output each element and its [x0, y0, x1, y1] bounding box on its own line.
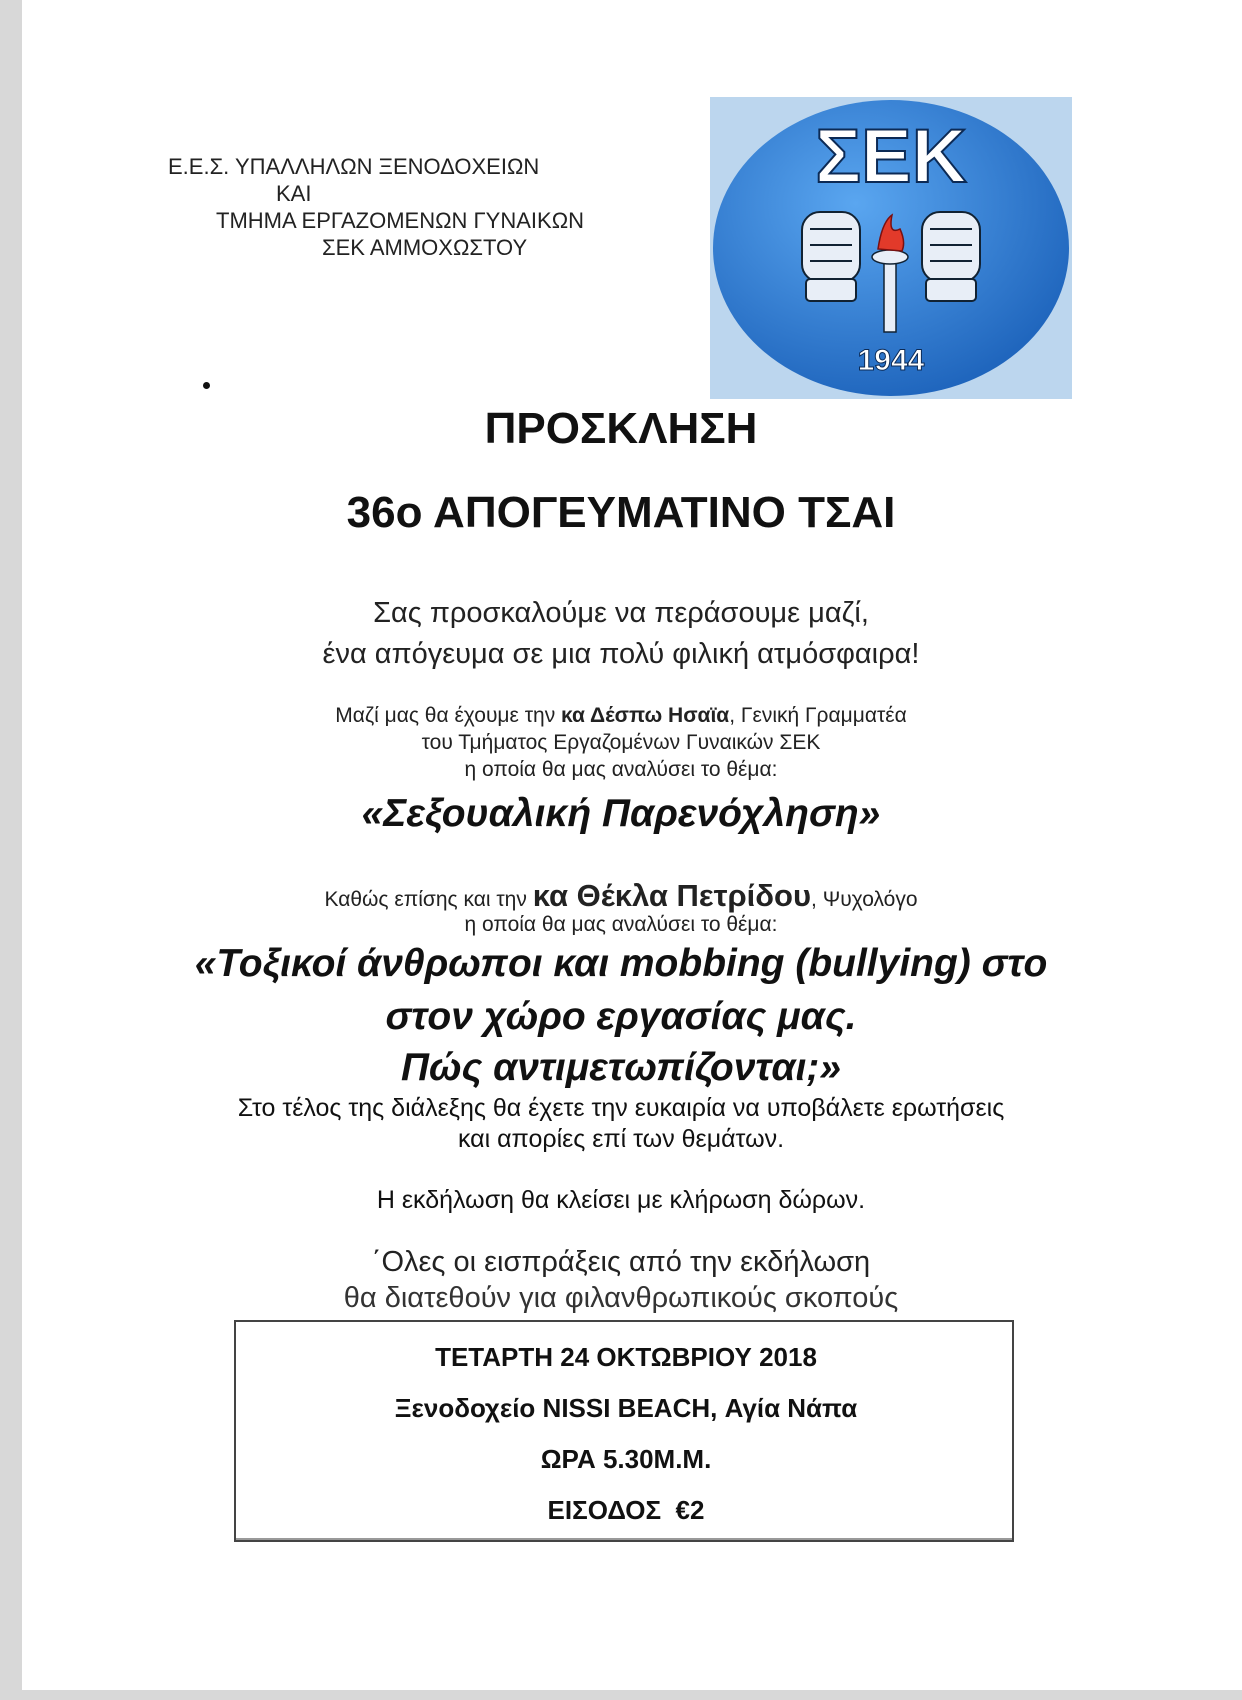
charity-line-2: θα διατεθούν για φιλανθρωπικούς σκοπούς — [343, 1282, 899, 1314]
org-line-2: ΚΑΙ — [276, 181, 312, 206]
speaker1-name: κα Δέσπω Ησαϊα — [561, 704, 730, 727]
intro-line-1: Σας προσκαλούμε να περάσουμε μαζί, — [373, 597, 869, 629]
speaker1-topic: «Σεξουαλική Παρενόχληση» — [361, 792, 881, 835]
org-line-3: ΤΜΗΜΑ ΕΡΓΑΖΟΜΕΝΩΝ ΓΥΝΑΙΚΩΝ — [216, 208, 585, 233]
qa-line-2: και απορίες επί των θεμάτων. — [457, 1125, 785, 1153]
event-entry-fee: ΕΙΣΟΔΟΣ €2 — [547, 1495, 705, 1525]
speaker2-topic-line-1: «Τοξικοί άνθρωποι και mobbing (bullying) στο — [194, 942, 1048, 985]
speaker2-topic-intro: η οποία θα μας αναλύσει το θέμα: — [464, 913, 778, 936]
logo-year: 1944 — [857, 344, 925, 377]
speaker2-intro: Καθώς επίσης και την κα Θέκλα Πετρίδου, Ψυχολόγο — [324, 878, 918, 913]
bullet-dot — [203, 382, 210, 389]
intro-line-2: ένα απόγευμα σε μια πολύ φιλική ατμόσφαιρα! — [322, 638, 920, 670]
charity-line-1: ΄Ολες οι εισπράξεις από την εκδήλωση — [371, 1246, 871, 1278]
raffle-note: Η εκδήλωση θα κλείσει με κλήρωση δώρων. — [376, 1186, 866, 1214]
org-line-1: Ε.Ε.Σ. ΥΠΑΛΛΗΛΩΝ ΞΕΝΟΔΟΧΕΙΩΝ — [168, 154, 540, 179]
event-details-box — [234, 1320, 1014, 1542]
invitation-title: ΠΡΟΣΚΛΗΣΗ — [484, 404, 758, 453]
sek-logo — [710, 97, 1072, 399]
event-title: 36ο ΑΠΟΓΕΥΜΑΤΙΝΟ ΤΣΑΙ — [346, 488, 896, 537]
event-venue: Ξενοδοχείο NISSI BEACH, Αγία Νάπα — [394, 1393, 858, 1423]
org-line-4: ΣΕΚ ΑΜΜΟΧΩΣΤΟΥ — [322, 235, 528, 260]
speaker1-intro: Μαζί μας θα έχουμε την κα Δέσπω Ησαϊα, Γενική Γραμματέα — [335, 704, 907, 727]
event-date: ΤΕΤΑΡΤΗ 24 ΟΚΤΩΒΡΙΟΥ 2018 — [435, 1342, 817, 1372]
logo-letters: ΣΕΚ — [815, 114, 967, 199]
speaker2-topic-line-3: Πώς αντιμετωπίζονται;» — [400, 1046, 842, 1089]
qa-line-1: Στο τέλος της διάλεξης θα έχετε την ευκαιρία να υποβάλετε ερωτήσεις — [237, 1094, 1005, 1122]
speaker2-name: κα Θέκλα Πετρίδου — [532, 878, 812, 913]
speaker1-affiliation: του Τμήματος Εργαζομένων Γυναικών ΣΕΚ — [421, 731, 821, 754]
event-time: ΩΡΑ 5.30Μ.Μ. — [540, 1444, 712, 1474]
speaker2-topic-line-2: στον χώρο εργασίας μας. — [385, 995, 857, 1038]
speaker1-topic-intro: η οποία θα μας αναλύσει το θέμα: — [464, 758, 778, 781]
